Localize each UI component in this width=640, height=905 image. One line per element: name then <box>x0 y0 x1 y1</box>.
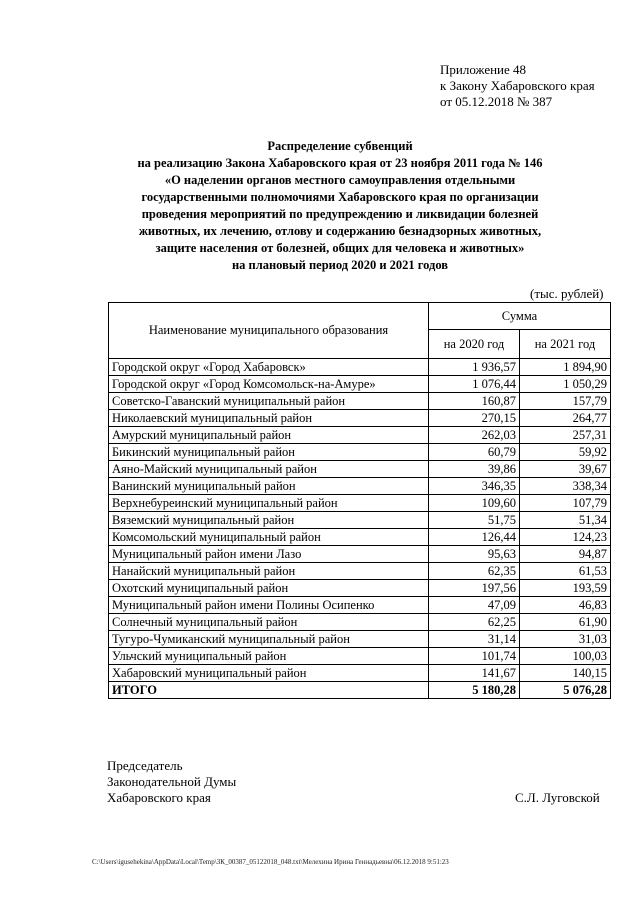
title-line: «О наделении органов местного самоуправления отдельными <box>164 173 516 187</box>
signature-block <box>107 758 236 806</box>
cell-2020: 197,56 <box>429 580 520 597</box>
cell-name: Охотский муниципальный район <box>109 580 429 597</box>
appendix-line-1: Приложение 48 <box>440 62 527 77</box>
cell-name: Комсомольский муниципальный район <box>109 529 429 546</box>
title-line: на плановый период 2020 и 2021 годов <box>231 258 449 272</box>
cell-name: Николаевский муниципальный район <box>109 410 429 427</box>
appendix-block <box>440 62 595 110</box>
table-row <box>109 410 611 427</box>
cell-2021: 100,03 <box>520 648 611 665</box>
cell-name: Бикинский муниципальный район <box>109 444 429 461</box>
signature-line-3: Хабаровского края <box>107 790 211 805</box>
cell-name: Городской округ «Город Комсомольск-на-Амуре» <box>109 376 429 393</box>
cell-name: Ульчский муниципальный район <box>109 648 429 665</box>
cell-name: Городской округ «Город Хабаровск» <box>109 359 429 376</box>
header-name: Наименование муниципального образования <box>109 303 429 359</box>
cell-name: Муниципальный район имени Лазо <box>109 546 429 563</box>
table-row <box>109 665 611 682</box>
cell-2020: 62,35 <box>429 563 520 580</box>
cell-2020: 47,09 <box>429 597 520 614</box>
signer-name: С.Л. Луговской <box>515 790 600 805</box>
table-row <box>109 444 611 461</box>
table-row <box>109 461 611 478</box>
cell-2020: 160,87 <box>429 393 520 410</box>
cell-2020: 1 936,57 <box>429 359 520 376</box>
cell-name: Муниципальный район имени Полины Осипенко <box>109 597 429 614</box>
file-path-footer: C:\Users\igusehekina\AppData\Local\Temp\ЗК_00387_05122018_048.txt\Мелехина Ирина Геннадьевна\06.12.2018 9:51:23 <box>92 858 449 866</box>
cell-2021: 157,79 <box>520 393 611 410</box>
table-row <box>109 631 611 648</box>
header-2020: на 2020 год <box>429 330 520 359</box>
cell-2021: 61,90 <box>520 614 611 631</box>
table-row <box>109 427 611 444</box>
table-row <box>109 563 611 580</box>
table-row <box>109 393 611 410</box>
cell-name: Нанайский муниципальный район <box>109 563 429 580</box>
total-row <box>109 682 611 699</box>
table-row <box>109 580 611 597</box>
cell-name: Вяземский муниципальный район <box>109 512 429 529</box>
cell-name: Хабаровский муниципальный район <box>109 665 429 682</box>
table-row <box>109 597 611 614</box>
cell-2020: 5 180,28 <box>429 682 520 699</box>
cell-2021: 257,31 <box>520 427 611 444</box>
cell-2020: 101,74 <box>429 648 520 665</box>
cell-2021: 124,23 <box>520 529 611 546</box>
title-line: на реализацию Закона Хабаровского края от 23 ноября 2011 года № 146 <box>137 156 543 170</box>
appendix-line-3: от 05.12.2018 № 387 <box>440 94 553 109</box>
cell-2021: 338,34 <box>520 478 611 495</box>
cell-2020: 62,25 <box>429 614 520 631</box>
signature-line-2: Законодательной Думы <box>107 774 237 789</box>
cell-2021: 61,53 <box>520 563 611 580</box>
table-body <box>109 359 611 699</box>
cell-2020: 270,15 <box>429 410 520 427</box>
cell-name: Тугуро-Чумиканский муниципальный район <box>109 631 429 648</box>
title-line: животных, их лечению, отлову и содержанию безнадзорных животных, <box>138 224 542 238</box>
cell-name: Ванинский муниципальный район <box>109 478 429 495</box>
cell-2021: 39,67 <box>520 461 611 478</box>
cell-2020: 1 076,44 <box>429 376 520 393</box>
cell-name: Верхнебуреинский муниципальный район <box>109 495 429 512</box>
title-line: защите населения от болезней, общих для человека и животных» <box>155 241 525 255</box>
cell-2020: 39,86 <box>429 461 520 478</box>
cell-name: Советско-Гаванский муниципальный район <box>109 393 429 410</box>
header-sum: Сумма <box>429 303 611 330</box>
cell-2020: 262,03 <box>429 427 520 444</box>
document-title <box>100 138 580 274</box>
cell-2021: 1 050,29 <box>520 376 611 393</box>
cell-2020: 109,60 <box>429 495 520 512</box>
cell-2021: 107,79 <box>520 495 611 512</box>
cell-2021: 193,59 <box>520 580 611 597</box>
cell-2021: 264,77 <box>520 410 611 427</box>
cell-2021: 51,34 <box>520 512 611 529</box>
cell-2020: 141,67 <box>429 665 520 682</box>
cell-2021: 59,92 <box>520 444 611 461</box>
cell-2020: 95,63 <box>429 546 520 563</box>
cell-name: Аяно-Майский муниципальный район <box>109 461 429 478</box>
table-row <box>109 512 611 529</box>
appendix-line-2: к Закону Хабаровского края <box>440 78 595 93</box>
cell-2020: 31,14 <box>429 631 520 648</box>
table-row <box>109 614 611 631</box>
table-row <box>109 359 611 376</box>
cell-2021: 140,15 <box>520 665 611 682</box>
cell-2021: 94,87 <box>520 546 611 563</box>
cell-2021: 46,83 <box>520 597 611 614</box>
cell-2020: 126,44 <box>429 529 520 546</box>
cell-name: Солнечный муниципальный район <box>109 614 429 631</box>
table-row <box>109 478 611 495</box>
table-row <box>109 495 611 512</box>
subvention-table <box>108 302 611 699</box>
cell-2021: 5 076,28 <box>520 682 611 699</box>
table-row <box>109 648 611 665</box>
units-label: (тыс. рублей) <box>530 286 604 301</box>
signature-line-1: Председатель <box>107 758 183 773</box>
cell-2020: 51,75 <box>429 512 520 529</box>
cell-name: ИТОГО <box>109 682 429 699</box>
cell-2021: 1 894,90 <box>520 359 611 376</box>
title-line: проведения мероприятий по предупреждению и ликвидации болезней <box>141 207 539 221</box>
cell-name: Амурский муниципальный район <box>109 427 429 444</box>
table-row <box>109 529 611 546</box>
cell-2020: 60,79 <box>429 444 520 461</box>
cell-2021: 31,03 <box>520 631 611 648</box>
title-line: Распределение субвенций <box>267 139 413 153</box>
table-row <box>109 546 611 563</box>
table-row <box>109 376 611 393</box>
title-line: государственными полномочиями Хабаровского края по организации <box>141 190 539 204</box>
header-2021: на 2021 год <box>520 330 611 359</box>
cell-2020: 346,35 <box>429 478 520 495</box>
